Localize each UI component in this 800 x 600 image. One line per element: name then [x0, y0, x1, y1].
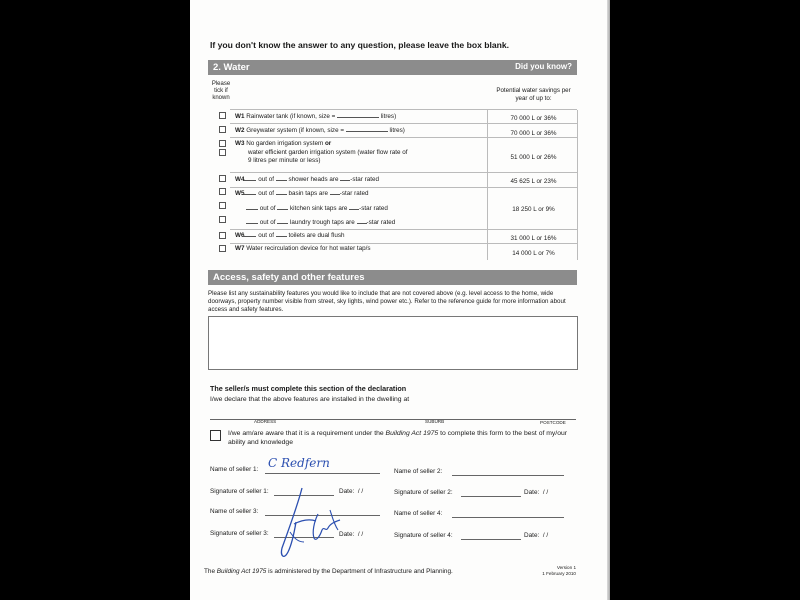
seller-4-name-label: Name of seller 4:	[394, 510, 443, 517]
w4-row: W4 out of shower heads are -star rated	[235, 176, 379, 183]
w3-saving: 51 000 L or 26%	[510, 154, 557, 161]
table-rule	[230, 243, 577, 244]
page-edge	[607, 0, 610, 600]
w6-row: W6 out of toilets are dual flush	[235, 232, 345, 239]
w3b-checkbox[interactable]	[219, 149, 226, 156]
w5b-checkbox[interactable]	[219, 202, 226, 209]
seller-4-name-field[interactable]	[452, 517, 564, 518]
seller-2-signature-field[interactable]	[461, 496, 521, 497]
table-rule	[230, 229, 577, 230]
seller-1-name-field[interactable]	[265, 473, 380, 474]
seller-1-date-label: Date: / /	[339, 488, 364, 495]
declaration-statement: I/we declare that the above features are installed in the dwelling at	[210, 396, 410, 403]
seller-3-name-label: Name of seller 3:	[210, 508, 259, 515]
seller-2-name-field[interactable]	[452, 475, 564, 476]
access-features-textbox[interactable]	[208, 316, 578, 370]
table-rule	[230, 187, 577, 188]
w4-saving: 45 625 L or 23%	[510, 178, 557, 185]
w5c-checkbox[interactable]	[219, 216, 226, 223]
water-section-title: 2. Water	[213, 62, 250, 73]
suburb-label: SUBURB	[425, 419, 445, 424]
w2-saving: 70 000 L or 36%	[510, 130, 557, 137]
access-section-header	[208, 270, 577, 285]
seller-4-signature-label: Signature of seller 4:	[394, 532, 453, 539]
seller-1-name-handwriting: C Redfern	[268, 456, 330, 470]
seller-4-signature-field[interactable]	[461, 539, 521, 540]
seller-3-signature-label: Signature of seller 3:	[210, 530, 269, 537]
did-you-know-label: Did you know?	[515, 62, 572, 71]
w1-checkbox[interactable]	[219, 112, 226, 119]
w7-row: W7 Water recirculation device for hot water tap/s	[235, 245, 371, 252]
w3-row: W3 No garden irrigation system or water efficient garden irrigation system (water flow rate of 9 litres per minute or less)	[235, 140, 408, 164]
savings-header: Potential water savings per year of up to:	[496, 87, 571, 103]
table-divider	[577, 110, 578, 260]
w5-row-basin: W5 out of basin taps are -star rated	[235, 190, 369, 197]
seller-1-name-label: Name of seller 1:	[210, 466, 259, 473]
w1-row: W1 Rainwater tank (if known, size = litres)	[235, 113, 397, 120]
w5-row-laundry: out of laundry trough taps are -star rated	[246, 218, 395, 228]
w6-saving: 31 000 L or 16%	[510, 235, 557, 242]
w5a-checkbox[interactable]	[219, 188, 226, 195]
w4-checkbox[interactable]	[219, 175, 226, 182]
w7-saving: 14 000 L or 7%	[512, 250, 555, 257]
footer-text: The Building Act 1975 is administered by the Department of Infrastructure and Planning.	[204, 568, 453, 575]
w2-row: W2 Greywater system (if known, size = litres)	[235, 127, 405, 134]
version-info: Version 1 1 February 2010	[542, 565, 576, 577]
instruction-text: If you don't know the answer to any question, please leave the box blank.	[210, 40, 510, 50]
postcode-label: POSTCODE	[540, 420, 566, 425]
table-rule	[230, 109, 577, 110]
awareness-checkbox[interactable]	[210, 430, 221, 441]
seller-3-date-label: Date: / /	[339, 531, 364, 538]
seller-1-signature-label: Signature of seller 1:	[210, 488, 269, 495]
w7-checkbox[interactable]	[219, 245, 226, 252]
tick-if-known-label: Please tick if known	[211, 81, 231, 102]
w6-checkbox[interactable]	[219, 232, 226, 239]
table-rule	[230, 172, 577, 173]
table-divider	[487, 110, 488, 260]
declaration-title: The seller/s must complete this section of the declaration	[210, 384, 407, 393]
access-section-title: Access, safety and other features	[213, 272, 365, 283]
table-rule	[230, 123, 577, 124]
seller-3-signature-scribble	[272, 486, 354, 568]
w5-saving: 18 250 L or 9%	[512, 206, 555, 213]
access-description: Please list any sustainability features you would like to include that are not covered above (e.g. level access to the home, wide doorways, property number visible from street, sky lights, wind power etc.). Refer to the reference guide for more information about access and safety features.	[208, 290, 566, 314]
awareness-statement: I/we am/are aware that it is a requirement under the Building Act 1975 to complete this form to the best of my/our ability and knowledge	[228, 430, 568, 446]
table-rule	[230, 137, 577, 138]
w2-size-field[interactable]	[346, 126, 388, 132]
seller-2-signature-label: Signature of seller 2:	[394, 489, 453, 496]
address-label: ADDRESS	[254, 419, 277, 424]
seller-4-date-label: Date: / /	[524, 532, 549, 539]
w3a-checkbox[interactable]	[219, 140, 226, 147]
w1-saving: 70 000 L or 36%	[510, 115, 557, 122]
water-section-header	[208, 60, 577, 75]
w5-row-kitchen: out of kitchen sink taps are -star rated	[246, 204, 388, 214]
seller-2-date-label: Date: / /	[524, 489, 549, 496]
w1-size-field[interactable]	[337, 112, 379, 118]
form-page	[190, 0, 610, 600]
w2-checkbox[interactable]	[219, 126, 226, 133]
seller-2-name-label: Name of seller 2:	[394, 468, 443, 475]
